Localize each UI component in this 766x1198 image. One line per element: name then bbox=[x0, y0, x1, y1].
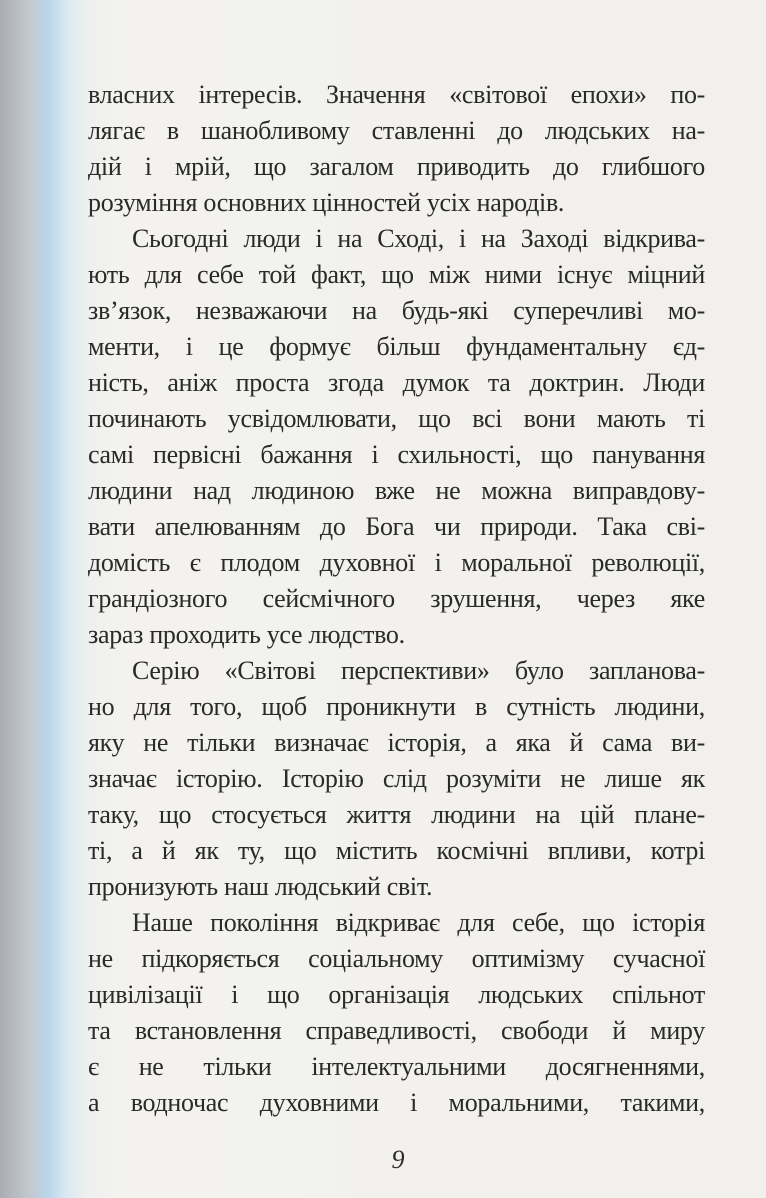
text-line: ті, а й як ту, що містить космічні впливи, котрі bbox=[88, 836, 705, 865]
text-line: яку не тільки визначає історія, а яка й сама ви- bbox=[88, 728, 705, 757]
text-line: ність, аніж проста згода думок та доктрин. Люди bbox=[88, 368, 705, 397]
text-line: власних інтересів. Значення «світової епохи» по- bbox=[88, 80, 705, 109]
text-line: значає історію. Історію слід розуміти не лише як bbox=[88, 764, 705, 793]
text-line: грандіозного сейсмічного зрушення, через яке bbox=[88, 584, 705, 613]
text-line: розуміння основних цінностей усіх народів. bbox=[88, 188, 565, 217]
text-line: менти, і це формує більш фундаментальну єд- bbox=[88, 332, 705, 361]
text-line: домість є плодом духовної і моральної революції, bbox=[88, 548, 705, 577]
text-line: таку, що стосується життя людини на цій плане- bbox=[88, 800, 705, 829]
text-line: та встановлення справедливості, свободи й миру bbox=[88, 1016, 705, 1045]
body-text bbox=[88, 77, 705, 1121]
text-line: самі первісні бажання і схильності, що панування bbox=[88, 440, 705, 469]
text-line: лягає в шанобливому ставленні до людських на- bbox=[88, 116, 705, 145]
text-line: є не тільки інтелектуальними досягненнями, bbox=[88, 1052, 705, 1081]
text-line: Наше покоління відкриває для себе, що історія bbox=[132, 908, 705, 937]
text-line: Серію «Світові перспективи» було запланова- bbox=[132, 656, 705, 685]
text-line: не підкоряється соціальному оптимізму сучасної bbox=[88, 944, 705, 973]
text-line: цивілізації і що організація людських спільнот bbox=[88, 980, 705, 1009]
text-line: зв’язок, незважаючи на будь-які суперечливі мо- bbox=[88, 296, 705, 325]
text-line: пронизують наш людський світ. bbox=[88, 872, 433, 901]
text-line: людини над людиною вже не можна виправдову- bbox=[88, 476, 705, 505]
text-line: ють для себе той факт, що між ними існує міцний bbox=[88, 260, 705, 289]
text-line: вати апелюванням до Бога чи природи. Така сві- bbox=[88, 512, 705, 541]
text-line: Сьогодні люди і на Сході, і на Заході відкрива- bbox=[132, 224, 705, 253]
text-line: а водночас духовними і моральними, такими, bbox=[88, 1088, 705, 1117]
text-line: зараз проходить усе людство. bbox=[88, 620, 405, 649]
page-number: 9 bbox=[391, 1145, 405, 1174]
text-line: дій і мрій, що загалом приводить до глибшого bbox=[88, 152, 705, 181]
text-line: починають усвідомлювати, що всі вони мають ті bbox=[88, 404, 705, 433]
text-line: но для того, щоб проникнути в сутність людини, bbox=[88, 692, 705, 721]
